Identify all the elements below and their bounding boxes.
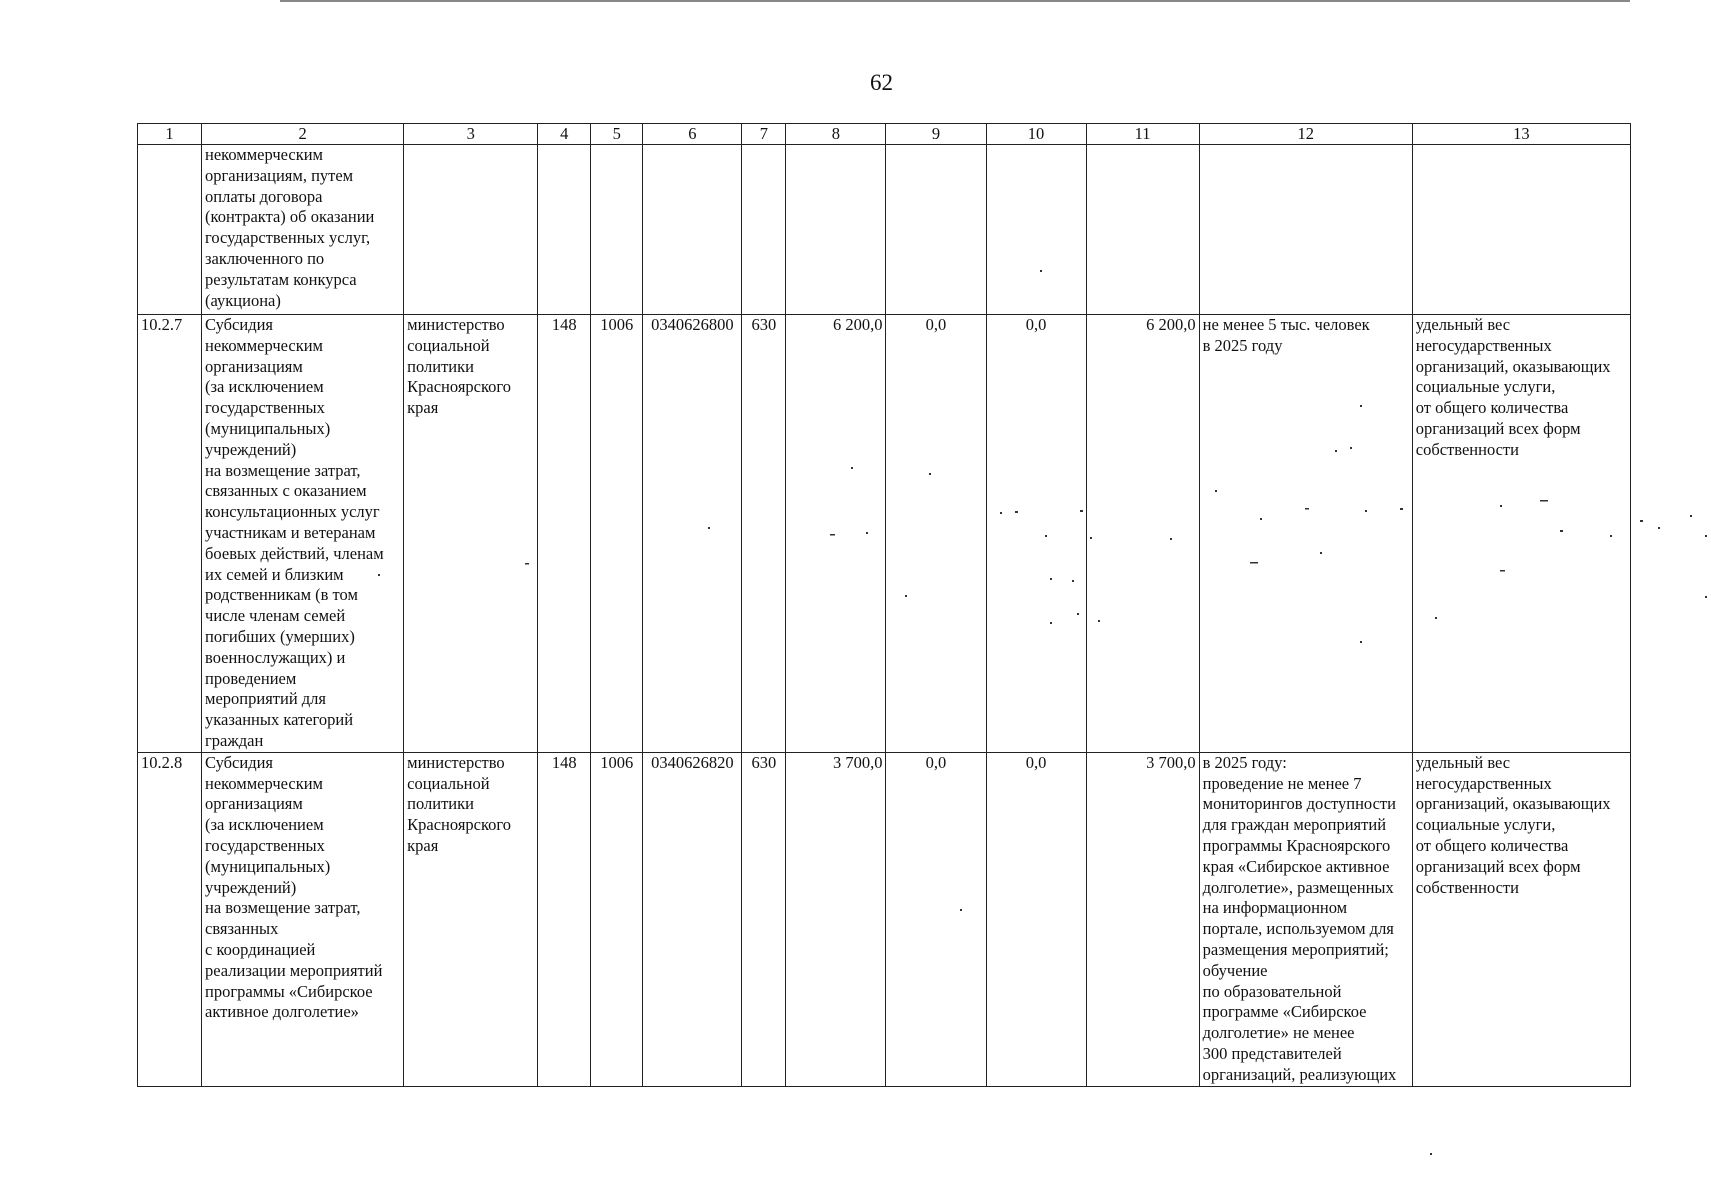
cell-amount-col9: 0,0 — [886, 752, 986, 1086]
cell-expected-result — [1199, 145, 1412, 315]
column-header: 1 — [138, 124, 202, 145]
column-number-header-row — [138, 124, 1631, 145]
cell-amount-col10 — [986, 145, 1086, 315]
cell-section-code — [591, 145, 643, 315]
cell-section-code: 1006 — [591, 315, 643, 753]
cell-amount-col10: 0,0 — [986, 315, 1086, 753]
cell-expense-type: 630 — [742, 315, 786, 753]
cell-amount-col8: 6 200,0 — [786, 315, 886, 753]
column-header: 5 — [591, 124, 643, 145]
cell-amount-col9: 0,0 — [886, 315, 986, 753]
table-row-10-2-7 — [138, 315, 1631, 753]
cell-expected-result: не менее 5 тыс. человек в 2025 году — [1199, 315, 1412, 753]
cell-expense-type — [742, 145, 786, 315]
cell-amount-total — [1086, 145, 1199, 315]
column-header: 8 — [786, 124, 886, 145]
column-header: 11 — [1086, 124, 1199, 145]
cell-grbs-code — [538, 145, 591, 315]
program-measures-table — [137, 123, 1631, 1087]
cell-amount-total: 3 700,0 — [1086, 752, 1199, 1086]
cell-measure-name: Субсидия некоммерческим организациям (за исключением государственных (муниципальных) учреждений) на возмещение затрат, связанных с оказанием консультационных услуг участникам и ветеранам боевых действий, членам их семей и близким родственникам (в том числе членам семей погибших (умерших) военнослужащих) и проведением мероприятий для указанных категорий граждан — [202, 315, 404, 753]
page-number: 62 — [870, 70, 893, 95]
column-header: 10 — [986, 124, 1086, 145]
cell-item-number: 10.2.7 — [138, 315, 202, 753]
cell-target-article: 0340626820 — [643, 752, 742, 1086]
column-header: 12 — [1199, 124, 1412, 145]
column-header: 2 — [202, 124, 404, 145]
cell-section-code: 1006 — [591, 752, 643, 1086]
scan-top-edge-line — [280, 0, 1630, 2]
cell-grbs-code: 148 — [538, 315, 591, 753]
column-header: 7 — [742, 124, 786, 145]
cell-amount-col8 — [786, 145, 886, 315]
cell-item-number: 10.2.8 — [138, 752, 202, 1086]
column-header: 13 — [1412, 124, 1630, 145]
column-header: 6 — [643, 124, 742, 145]
cell-amount-col10: 0,0 — [986, 752, 1086, 1086]
cell-item-number — [138, 145, 202, 315]
cell-expected-result: в 2025 году: проведение не менее 7 мониторингов доступности для граждан мероприятий программы Красноярского края «Сибирское активное долголетие», размещенных на информационном портале, используемом для размещения мероприятий; обучение по образовательной программе «Сибирское долголетие» не менее 300 представителей организаций, реализующих — [1199, 752, 1412, 1086]
cell-responsible: министерство социальной политики Красноярского края — [404, 315, 538, 753]
cell-amount-col9 — [886, 145, 986, 315]
cell-expense-type: 630 — [742, 752, 786, 1086]
cell-measure-name: некоммерческим организациям, путем оплаты договора (контракта) об оказании государственных услуг, заключенного по результатам конкурса (аукциона) — [202, 145, 404, 315]
column-header: 3 — [404, 124, 538, 145]
cell-indicator — [1412, 145, 1630, 315]
cell-target-article — [643, 145, 742, 315]
table-row-continuation — [138, 145, 1631, 315]
cell-amount-col8: 3 700,0 — [786, 752, 886, 1086]
cell-grbs-code: 148 — [538, 752, 591, 1086]
cell-indicator: удельный вес негосударственных организаций, оказывающих социальные услуги, от общего количества организаций всех форм собственности — [1412, 752, 1630, 1086]
cell-responsible: министерство социальной политики Красноярского края — [404, 752, 538, 1086]
cell-measure-name: Субсидия некоммерческим организациям (за исключением государственных (муниципальных) учреждений) на возмещение затрат, связанных с координацией реализации мероприятий программы «Сибирское активное долголетие» — [202, 752, 404, 1086]
cell-amount-total: 6 200,0 — [1086, 315, 1199, 753]
table-row-10-2-8 — [138, 752, 1631, 1086]
column-header: 4 — [538, 124, 591, 145]
cell-indicator: удельный вес негосударственных организаций, оказывающих социальные услуги, от общего количества организаций всех форм собственности — [1412, 315, 1630, 753]
column-header: 9 — [886, 124, 986, 145]
cell-responsible — [404, 145, 538, 315]
cell-target-article: 0340626800 — [643, 315, 742, 753]
